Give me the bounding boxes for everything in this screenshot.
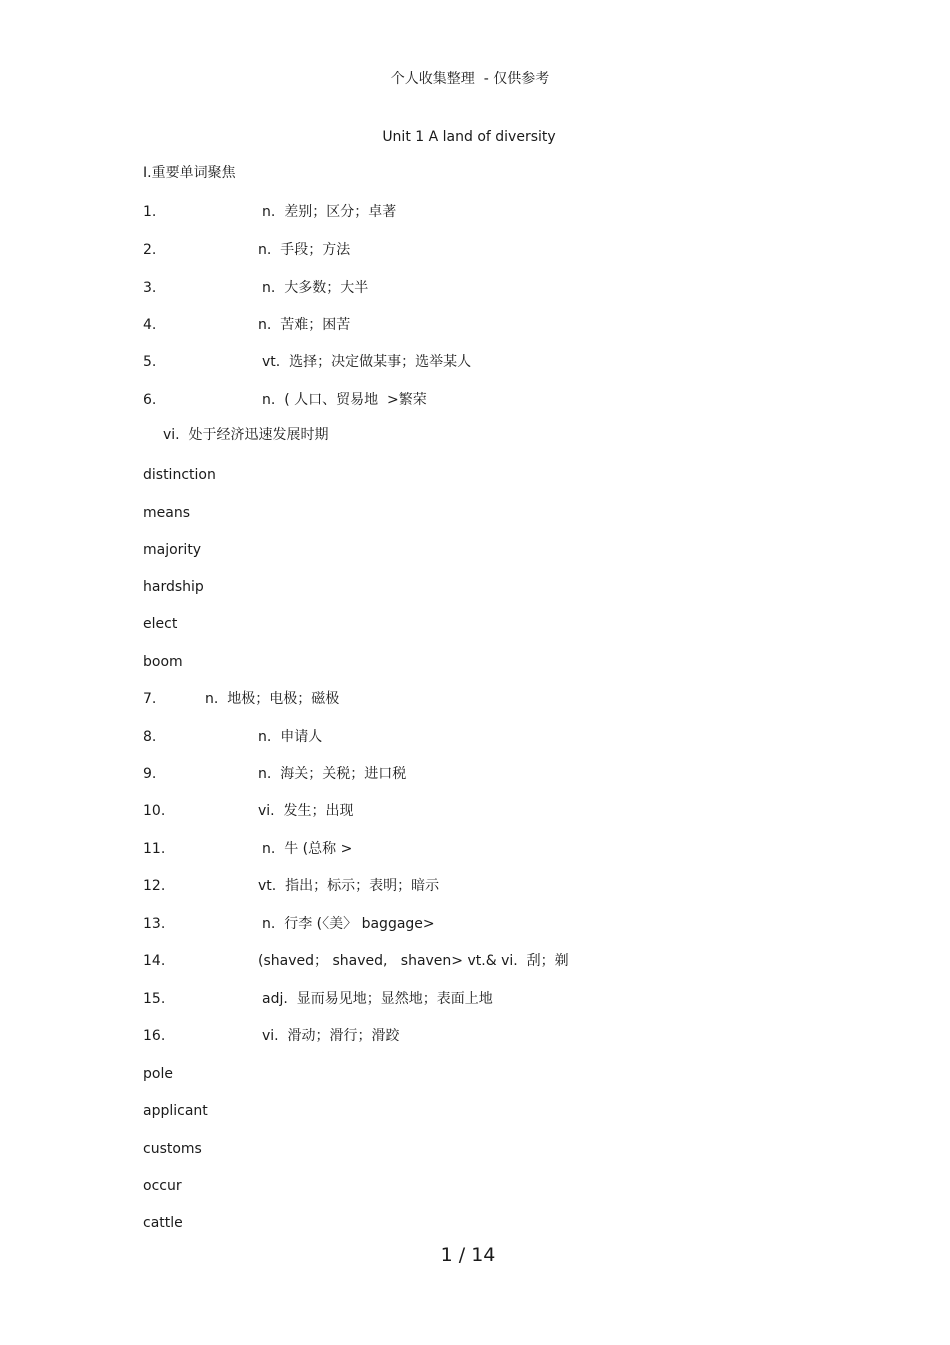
entry-number: 5. — [143, 354, 157, 370]
entry-number: 1. — [143, 204, 157, 220]
entry-definition: n. 地极；电极；磁极 — [205, 691, 340, 707]
answer-word: cattle — [143, 1215, 183, 1231]
entry-definition: n. 大多数；大半 — [262, 280, 369, 296]
entry-definition: n. 申请人 — [258, 729, 323, 745]
answer-word: means — [143, 505, 190, 521]
entry-number: 3. — [143, 280, 157, 296]
entry-definition: vt. 指出；标示；表明；暗示 — [258, 878, 440, 894]
section-heading: Ⅰ.重要单词聚焦 — [143, 165, 236, 181]
entry-definition: n. 海关；关税；进口税 — [258, 766, 407, 782]
entry-number: 4. — [143, 317, 157, 333]
entry-definition: n. 差别；区分；卓著 — [262, 204, 397, 220]
entry-definition: vt. 选择；决定做某事；选举某人 — [262, 354, 472, 370]
entry-sub-definition: vi. 处于经济迅速发展时期 — [163, 427, 329, 443]
entry-definition: vi. 滑动；滑行；滑跤 — [262, 1028, 400, 1044]
entry-definition: n. 手段；方法 — [258, 242, 351, 258]
entry-number: 15. — [143, 991, 166, 1007]
entry-number: 7. — [143, 691, 157, 707]
entry-definition: adj. 显而易见地；显然地；表面上地 — [262, 991, 493, 1007]
answer-word: customs — [143, 1141, 202, 1157]
entry-number: 8. — [143, 729, 157, 745]
entry-number: 6. — [143, 392, 157, 408]
entry-definition: n. 行李 (〈美〉 baggage> — [262, 916, 435, 932]
entry-number: 13. — [143, 916, 166, 932]
entry-number: 11. — [143, 841, 166, 857]
answer-word: boom — [143, 654, 183, 670]
answer-word: elect — [143, 616, 178, 632]
entry-number: 12. — [143, 878, 166, 894]
entry-definition: (shaved； shaved, shaven> vt.& vi. 刮；剃 — [258, 953, 569, 969]
unit-title: Unit 1 A land of diversity — [382, 129, 556, 145]
page-header: 个人收集整理 - 仅供参考 — [390, 71, 550, 87]
entry-number: 14. — [143, 953, 166, 969]
entry-number: 16. — [143, 1028, 166, 1044]
answer-word: distinction — [143, 467, 216, 483]
answer-word: majority — [143, 542, 202, 558]
entry-definition: vi. 发生；出现 — [258, 803, 354, 819]
entry-definition: n. 苦难；困苦 — [258, 317, 351, 333]
entry-number: 2. — [143, 242, 157, 258]
entry-definition: n. 牛 (总称 > — [262, 841, 353, 857]
answer-word: applicant — [143, 1103, 208, 1119]
page-number: 1 / 14 — [440, 1244, 496, 1266]
entry-number: 10. — [143, 803, 166, 819]
answer-word: hardship — [143, 579, 204, 595]
entry-definition: n. ( 人口、贸易地 >繁荣 — [262, 392, 427, 408]
answer-word: occur — [143, 1178, 182, 1194]
answer-word: pole — [143, 1066, 173, 1082]
entry-number: 9. — [143, 766, 157, 782]
